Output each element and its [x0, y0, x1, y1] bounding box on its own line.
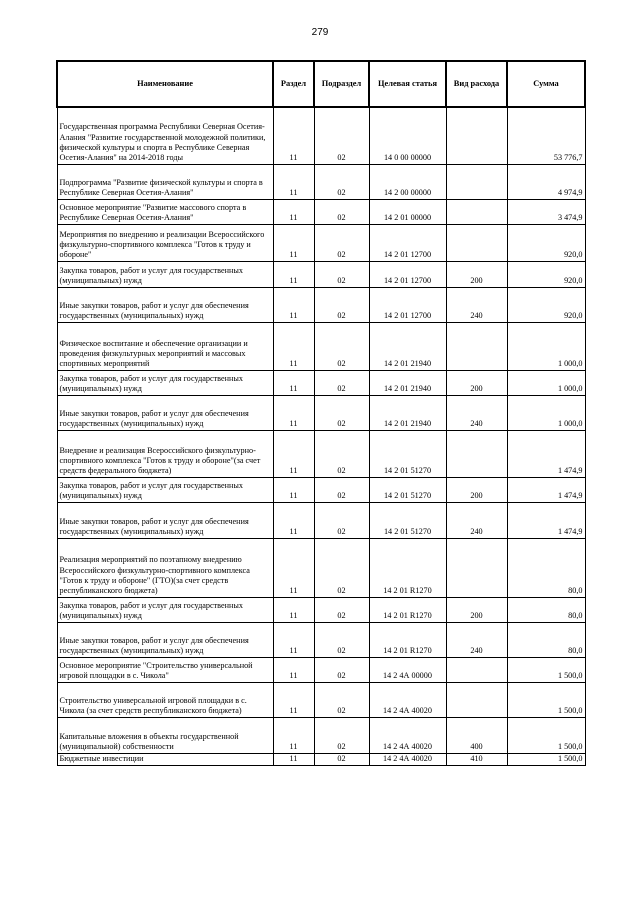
cell-name: Подпрограмма "Развитие физической культуры и спорта в Республике Северная Осетия-Алания" — [57, 164, 273, 199]
cell-subsection: 02 — [314, 477, 369, 502]
cell-amount: 1 500,0 — [507, 682, 585, 717]
table-row — [57, 682, 585, 717]
cell-name: Капитальные вложения в объекты государственной (муниципальной) собственности — [57, 717, 273, 753]
cell-amount: 1 500,0 — [507, 753, 585, 765]
header-target: Целевая статья — [369, 61, 446, 107]
cell-expense — [446, 322, 507, 370]
table-row — [57, 107, 585, 164]
table-row — [57, 287, 585, 322]
cell-subsection: 02 — [314, 597, 369, 622]
cell-name: Внедрение и реализация Всероссийского физкультурно-спортивного комплекса "Готов к труду и обороне"(за счет средств федерального бюджета) — [57, 430, 273, 477]
cell-expense — [446, 657, 507, 682]
cell-subsection: 02 — [314, 164, 369, 199]
table-row — [57, 224, 585, 261]
cell-subsection: 02 — [314, 502, 369, 538]
cell-amount: 920,0 — [507, 287, 585, 322]
cell-amount: 1 500,0 — [507, 717, 585, 753]
cell-section: 11 — [273, 261, 314, 287]
cell-expense: 410 — [446, 753, 507, 765]
cell-section: 11 — [273, 657, 314, 682]
cell-expense: 240 — [446, 395, 507, 430]
cell-section: 11 — [273, 224, 314, 261]
table-row — [57, 622, 585, 657]
cell-target: 14 0 00 00000 — [369, 107, 446, 164]
budget-table — [56, 60, 586, 766]
cell-expense — [446, 538, 507, 597]
header-subsection: Подраздел — [314, 61, 369, 107]
header-amount: Сумма — [507, 61, 585, 107]
cell-expense — [446, 224, 507, 261]
table-row — [57, 597, 585, 622]
table-row — [57, 753, 585, 765]
cell-target: 14 2 01 21940 — [369, 322, 446, 370]
cell-expense — [446, 107, 507, 164]
cell-section: 11 — [273, 622, 314, 657]
cell-amount: 1 474,9 — [507, 502, 585, 538]
cell-expense — [446, 682, 507, 717]
cell-amount: 920,0 — [507, 224, 585, 261]
cell-subsection: 02 — [314, 370, 369, 395]
cell-section: 11 — [273, 107, 314, 164]
cell-target: 14 2 01 51270 — [369, 502, 446, 538]
cell-target: 14 2 01 R1270 — [369, 622, 446, 657]
cell-name: Основное мероприятие "Развитие массового спорта в Республике Северная Осетия-Алания" — [57, 199, 273, 224]
cell-name: Мероприятия по внедрению и реализации Всероссийского физкультурно-спортивного комплекса "Готов к труду и обороне" — [57, 224, 273, 261]
cell-target: 14 2 4А 00000 — [369, 657, 446, 682]
cell-subsection: 02 — [314, 287, 369, 322]
cell-target: 14 2 01 R1270 — [369, 538, 446, 597]
cell-name: Иные закупки товаров, работ и услуг для обеспечения государственных (муниципальных) нужд — [57, 395, 273, 430]
table-row — [57, 430, 585, 477]
cell-target: 14 2 00 00000 — [369, 164, 446, 199]
cell-subsection: 02 — [314, 717, 369, 753]
table-row — [57, 199, 585, 224]
cell-subsection: 02 — [314, 657, 369, 682]
cell-name: Строительство универсальной игровой площадки в с. Чикола (за счет средств республиканского бюджета) — [57, 682, 273, 717]
table-row — [57, 164, 585, 199]
table-row — [57, 322, 585, 370]
cell-subsection: 02 — [314, 622, 369, 657]
cell-target: 14 2 01 12700 — [369, 224, 446, 261]
cell-subsection: 02 — [314, 199, 369, 224]
cell-expense — [446, 430, 507, 477]
cell-expense — [446, 164, 507, 199]
cell-section: 11 — [273, 502, 314, 538]
cell-amount: 1 000,0 — [507, 395, 585, 430]
cell-target: 14 2 01 12700 — [369, 261, 446, 287]
cell-name: Государственная программа Республики Северная Осетия-Алания "Развитие государственной молодежной политики, физической культуры и спорта в Республике Северная Осетия-Алания" на 2014-2018 годы — [57, 107, 273, 164]
cell-name: Закупка товаров, работ и услуг для государственных (муниципальных) нужд — [57, 261, 273, 287]
cell-amount: 1 474,9 — [507, 477, 585, 502]
cell-name: Закупка товаров, работ и услуг для государственных (муниципальных) нужд — [57, 597, 273, 622]
cell-target: 14 2 4А 40020 — [369, 753, 446, 765]
cell-expense: 400 — [446, 717, 507, 753]
cell-section: 11 — [273, 287, 314, 322]
cell-expense: 200 — [446, 370, 507, 395]
cell-amount: 1 000,0 — [507, 322, 585, 370]
cell-expense: 240 — [446, 622, 507, 657]
cell-expense: 200 — [446, 597, 507, 622]
cell-name: Иные закупки товаров, работ и услуг для обеспечения государственных (муниципальных) нужд — [57, 502, 273, 538]
cell-amount: 3 474,9 — [507, 199, 585, 224]
cell-amount: 53 776,7 — [507, 107, 585, 164]
page-number: 279 — [311, 27, 329, 38]
cell-section: 11 — [273, 682, 314, 717]
cell-section: 11 — [273, 199, 314, 224]
cell-target: 14 2 4А 40020 — [369, 717, 446, 753]
cell-target: 14 2 01 R1270 — [369, 597, 446, 622]
cell-section: 11 — [273, 538, 314, 597]
cell-section: 11 — [273, 717, 314, 753]
table-row — [57, 477, 585, 502]
cell-expense: 200 — [446, 477, 507, 502]
cell-amount: 1 000,0 — [507, 370, 585, 395]
table-row — [57, 261, 585, 287]
cell-name: Иные закупки товаров, работ и услуг для обеспечения государственных (муниципальных) нужд — [57, 622, 273, 657]
cell-subsection: 02 — [314, 395, 369, 430]
cell-subsection: 02 — [314, 753, 369, 765]
cell-amount: 1 500,0 — [507, 657, 585, 682]
cell-name: Реализация мероприятий по поэтапному внедрению Всероссийского физкультурно-спортивного комплекса "Готов к труду и обороне" (ГТО)(за счет средств республиканского бюджета) — [57, 538, 273, 597]
table-header-row — [57, 61, 585, 107]
cell-amount: 1 474,9 — [507, 430, 585, 477]
cell-target: 14 2 01 51270 — [369, 477, 446, 502]
cell-target: 14 2 01 12700 — [369, 287, 446, 322]
cell-name: Иные закупки товаров, работ и услуг для обеспечения государственных (муниципальных) нужд — [57, 287, 273, 322]
cell-subsection: 02 — [314, 430, 369, 477]
cell-subsection: 02 — [314, 107, 369, 164]
cell-name: Основное мероприятие "Строительство универсальной игровой площадки в с. Чикола" — [57, 657, 273, 682]
table-row — [57, 717, 585, 753]
cell-target: 14 2 4А 40020 — [369, 682, 446, 717]
table-row — [57, 538, 585, 597]
cell-section: 11 — [273, 164, 314, 199]
cell-section: 11 — [273, 477, 314, 502]
cell-name: Закупка товаров, работ и услуг для государственных (муниципальных) нужд — [57, 370, 273, 395]
cell-name: Физическое воспитание и обеспечение организации и проведения физкультурных мероприятий и массовых спортивных мероприятий — [57, 322, 273, 370]
cell-section: 11 — [273, 322, 314, 370]
cell-subsection: 02 — [314, 322, 369, 370]
cell-expense: 200 — [446, 261, 507, 287]
cell-expense: 240 — [446, 502, 507, 538]
cell-amount: 80,0 — [507, 597, 585, 622]
header-section: Раздел — [273, 61, 314, 107]
table-row — [57, 502, 585, 538]
cell-subsection: 02 — [314, 261, 369, 287]
cell-subsection: 02 — [314, 224, 369, 261]
cell-expense: 240 — [446, 287, 507, 322]
cell-section: 11 — [273, 430, 314, 477]
cell-amount: 80,0 — [507, 622, 585, 657]
cell-section: 11 — [273, 753, 314, 765]
cell-section: 11 — [273, 395, 314, 430]
cell-amount: 4 974,9 — [507, 164, 585, 199]
table-row — [57, 370, 585, 395]
cell-subsection: 02 — [314, 538, 369, 597]
table-row — [57, 395, 585, 430]
cell-amount: 920,0 — [507, 261, 585, 287]
cell-target: 14 2 01 21940 — [369, 370, 446, 395]
header-expense: Вид расхода — [446, 61, 507, 107]
cell-section: 11 — [273, 370, 314, 395]
cell-target: 14 2 01 21940 — [369, 395, 446, 430]
cell-name: Закупка товаров, работ и услуг для государственных (муниципальных) нужд — [57, 477, 273, 502]
cell-subsection: 02 — [314, 682, 369, 717]
cell-expense — [446, 199, 507, 224]
header-name: Наименование — [57, 61, 273, 107]
cell-name: Бюджетные инвестиции — [57, 753, 273, 765]
cell-target: 14 2 01 51270 — [369, 430, 446, 477]
cell-target: 14 2 01 00000 — [369, 199, 446, 224]
cell-section: 11 — [273, 597, 314, 622]
table-row — [57, 657, 585, 682]
cell-amount: 80,0 — [507, 538, 585, 597]
